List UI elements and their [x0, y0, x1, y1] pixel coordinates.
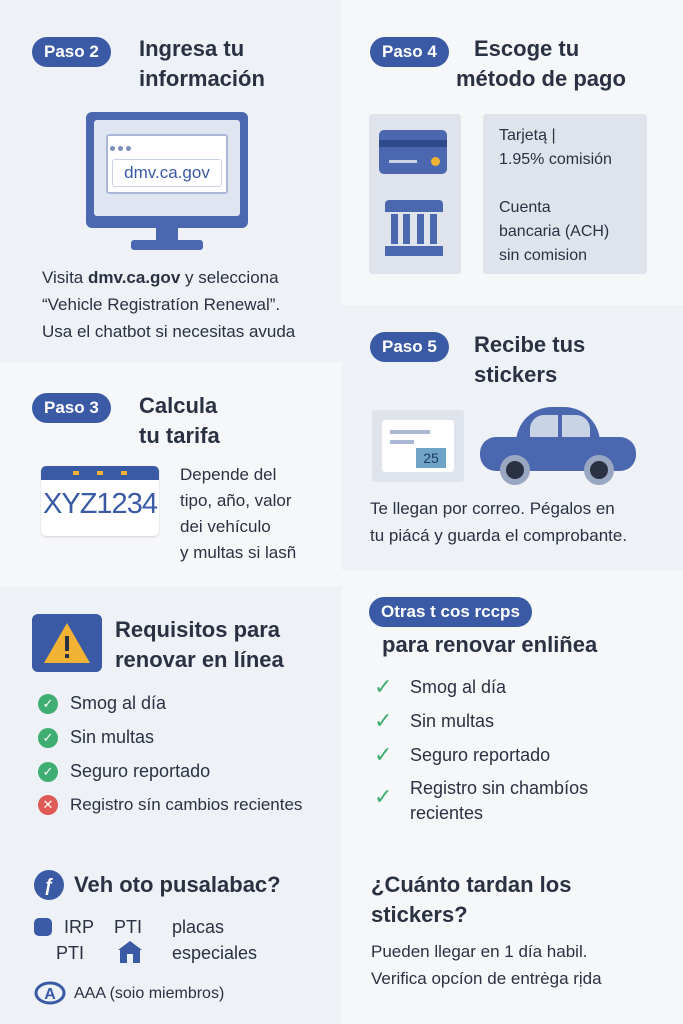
step-title: Calcula tu tarifa: [139, 393, 220, 448]
payment-icons-box: [369, 114, 461, 274]
url-text: dmv.ca.gov: [124, 163, 210, 182]
placas-label: placas: [172, 917, 225, 937]
bank-option-label: Cuenta: [499, 199, 551, 216]
step-description: Depende del tipo, año, valor dei vehículo y multas si lasñ: [180, 465, 297, 562]
paso4-panel: [342, 0, 683, 305]
requirement-item: ✓ Smog al día: [374, 674, 507, 699]
payment-options-box: Tarjetą | 1.95% comisión Cuenta bancaria (ACH) sin comision: [483, 114, 647, 274]
step-description: Te llegan por correo. Pégalos en tu piácá y guarda el comprobante.: [370, 499, 628, 545]
check-icon: ✓: [38, 728, 58, 748]
pti-label: PTI: [114, 917, 143, 937]
step-badge: Paso 5: [370, 332, 449, 362]
step-title: Recibe tus stickers: [474, 332, 586, 387]
section-title: Requisitos para renovar en línea: [115, 617, 284, 672]
check-icon: ✓: [374, 674, 393, 699]
requirement-item: ✓ Registro sin chambíos recientes: [374, 778, 589, 823]
otras-panel: [342, 570, 683, 848]
card-option-fee: 1.95% comisión: [499, 151, 612, 168]
check-icon: ✓: [38, 694, 58, 714]
section-description: Pueden llegar en 1 día habil. Verifica opcíon de entrėga rịda: [371, 942, 602, 988]
step-title: Ingresa tu información: [139, 36, 265, 91]
check-icon: ✓: [374, 708, 393, 733]
cross-icon: ✕: [38, 795, 58, 815]
building-icon: [117, 940, 143, 964]
requisitos-panel: [0, 586, 342, 848]
step-badge: Paso 4: [370, 37, 449, 67]
plate-number: XYZ1234: [43, 488, 157, 520]
warning-icon: [32, 614, 102, 672]
paso3-panel: [0, 362, 342, 586]
check-icon: ✓: [374, 742, 393, 767]
step-title: Escoge tu método de pago: [456, 36, 626, 91]
section-title: para renovar enliñea: [382, 632, 598, 657]
requirement-item: ✓ Sin multas: [38, 727, 154, 748]
sticker-card-icon: [372, 410, 464, 482]
section-badge: Otras t cos rccps: [369, 597, 532, 627]
section-title: ¿Cuánto tardan los stickers?: [371, 872, 572, 927]
sticker-number: 25: [416, 448, 446, 468]
paso5-panel: [342, 305, 683, 570]
requirement-item: ✓ Sin multas: [374, 708, 495, 733]
help-icon: ƒ: [34, 870, 64, 900]
pti-label: PTI: [56, 943, 85, 963]
requirement-item: ✓ Seguro reportado: [374, 742, 551, 767]
aaa-label: AAA (soio miembros): [74, 985, 225, 1002]
section-title: Veh oto pusalabac?: [74, 872, 281, 897]
step-description: Visita dmv.ca.gov y selecciona “Vehicle Registratíon Renewal”. Usa el chatbot si necesitas avuda: [42, 268, 296, 341]
bank-option-fee: sin comision: [499, 247, 588, 264]
vehiculo-panel: [0, 848, 342, 1024]
aaa-logo-icon: [34, 980, 66, 1006]
credit-card-icon: [379, 130, 447, 174]
step-badge: Paso 2: [32, 37, 111, 67]
step-badge: Paso 3: [32, 393, 111, 423]
monitor-icon: [86, 112, 248, 252]
svg-text:A: A: [44, 986, 56, 1003]
requirement-item: ✓ Smog al día: [38, 693, 166, 714]
paso2-panel: [0, 0, 342, 362]
bank-icon: [385, 200, 443, 256]
license-plate-icon: [41, 466, 159, 536]
irp-icon: [34, 918, 52, 936]
card-option-label: Tarjetą |: [499, 127, 556, 144]
check-icon: ✓: [374, 784, 393, 809]
car-icon: [480, 407, 636, 487]
tiempo-panel: [342, 848, 683, 1024]
requirement-item: ✕ Registro sín cambios recientes: [38, 795, 302, 815]
especiales-label: especiales: [172, 943, 258, 963]
irp-label: IRP: [64, 917, 95, 937]
check-icon: ✓: [38, 762, 58, 782]
requirement-item: ✓ Seguro reportado: [38, 761, 210, 782]
